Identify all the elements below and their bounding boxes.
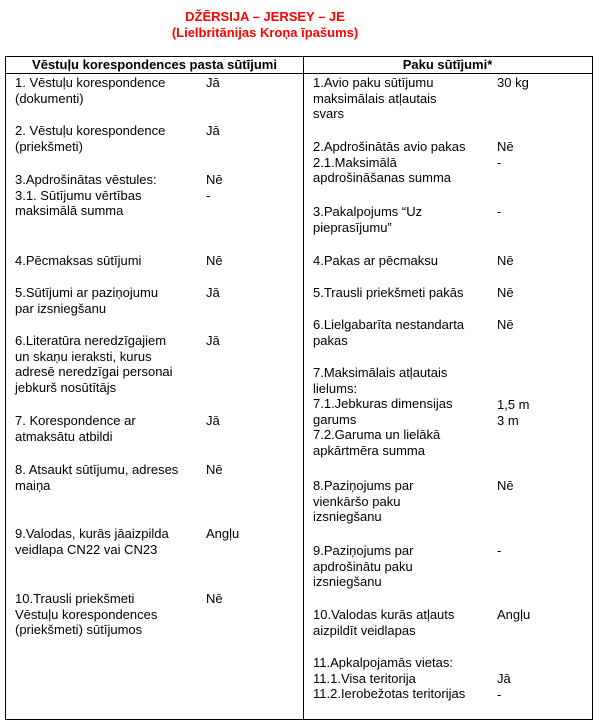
right-column-header: Paku sūtījumi* <box>402 57 493 72</box>
letter-item-label: 10.Trausli priekšmeti Vēstuļu korespondences (priekšmeti) sūtījumos <box>15 591 158 637</box>
letter-item-label: 7. Korespondence ar atmaksātu atbildi <box>15 413 136 444</box>
letter-item-label: 4.Pēcmaksas sūtījumi <box>15 253 142 268</box>
parcel-item-value: Jā - <box>497 671 511 702</box>
letter-item-value: Nē <box>206 591 223 606</box>
parcel-item-value: - <box>497 543 502 558</box>
letter-item-value: Jā <box>206 413 220 428</box>
letter-item-label: 8. Atsaukt sūtījumu, adreses maiņa <box>15 462 179 493</box>
parcel-item-label: 1.Avio paku sūtījumu maksimālais atļautais svars <box>313 75 437 121</box>
parcel-item-label: 2.Apdrošinātās avio pakas 2.1.Maksimālā apdrošināšanas summa <box>313 139 466 185</box>
letter-item-value: Jā <box>206 333 220 348</box>
parcel-item-value: 30 kg <box>497 75 529 90</box>
parcel-item-label: 9.Paziņojums par apdrošinātu paku izsniegšanu <box>313 543 414 589</box>
services-table <box>5 56 593 720</box>
parcel-item-label: 5.Trausli priekšmeti pakās <box>313 285 464 300</box>
parcel-item-label: 3.Pakalpojums “Uz pieprasījumu” <box>313 204 423 235</box>
parcel-item-value: Nē - <box>497 139 514 170</box>
letter-item-label: 5.Sūtījumi ar paziņojumu par izsniegšanu <box>15 285 159 316</box>
parcel-item-label: 4.Pakas ar pēcmaksu <box>313 253 439 268</box>
parcel-item-label: 7.Maksimālais atļautais lielums: 7.1.Jebkuras dimensijas garums 7.2.Garuma un lielākā apkārtmēra summa <box>313 365 453 458</box>
header-divider <box>6 73 592 74</box>
letter-item-value: Jā <box>206 285 220 300</box>
parcel-item-value: Nē <box>497 317 514 332</box>
parcel-item-value: Nē <box>497 285 514 300</box>
parcel-item-value: 1,5 m 3 m <box>497 397 530 428</box>
page-title: DŽĒRSIJA – JERSEY – JE <box>185 9 345 24</box>
letter-item-value: Jā <box>206 123 220 138</box>
letter-item-value: Angļu <box>206 526 240 541</box>
parcel-item-label: 6.Lielgabarīta nestandarta pakas <box>313 317 465 348</box>
letter-item-label: 6.Literatūra neredzīgajiem un skaņu ieraksti, kurus adresē neredzīgai personai jebkurš nosūtītājs <box>15 333 173 395</box>
parcel-item-value: - <box>497 204 502 219</box>
parcel-item-label: 11.Apkalpojamās vietas: 11.1.Visa teritorija 11.2.Ierobežotas teritorijas <box>313 655 466 701</box>
letter-item-value: Jā <box>206 75 220 90</box>
letter-item-label: 3.Apdrošinātas vēstules: 3.1. Sūtījumu vērtības maksimālā summa <box>15 172 157 218</box>
parcel-item-value: Angļu <box>497 607 531 622</box>
page-subtitle: (Lielbritānijas Kroņa īpašums) <box>171 25 359 40</box>
letter-item-value: Nē <box>206 253 223 268</box>
letter-item-label: 9.Valodas, kurās jāaizpilda veidlapa CN22 vai CN23 <box>15 526 169 557</box>
column-divider <box>303 57 304 719</box>
parcel-item-value: Nē <box>497 478 514 493</box>
letter-item-value: Nē - <box>206 172 223 203</box>
letter-item-value: Nē <box>206 462 223 477</box>
parcel-item-label: 10.Valodas kurās atļauts aizpildīt veidlapas <box>313 607 455 638</box>
parcel-item-value: Nē <box>497 253 514 268</box>
letter-item-label: 2. Vēstuļu korespondence (priekšmeti) <box>15 123 166 154</box>
parcel-item-label: 8.Paziņojums par vienkāršo paku izsniegšanu <box>313 478 414 524</box>
left-column-header: Vēstuļu korespondences pasta sūtījumi <box>32 57 277 72</box>
letter-item-label: 1. Vēstuļu korespondence (dokumenti) <box>15 75 166 106</box>
